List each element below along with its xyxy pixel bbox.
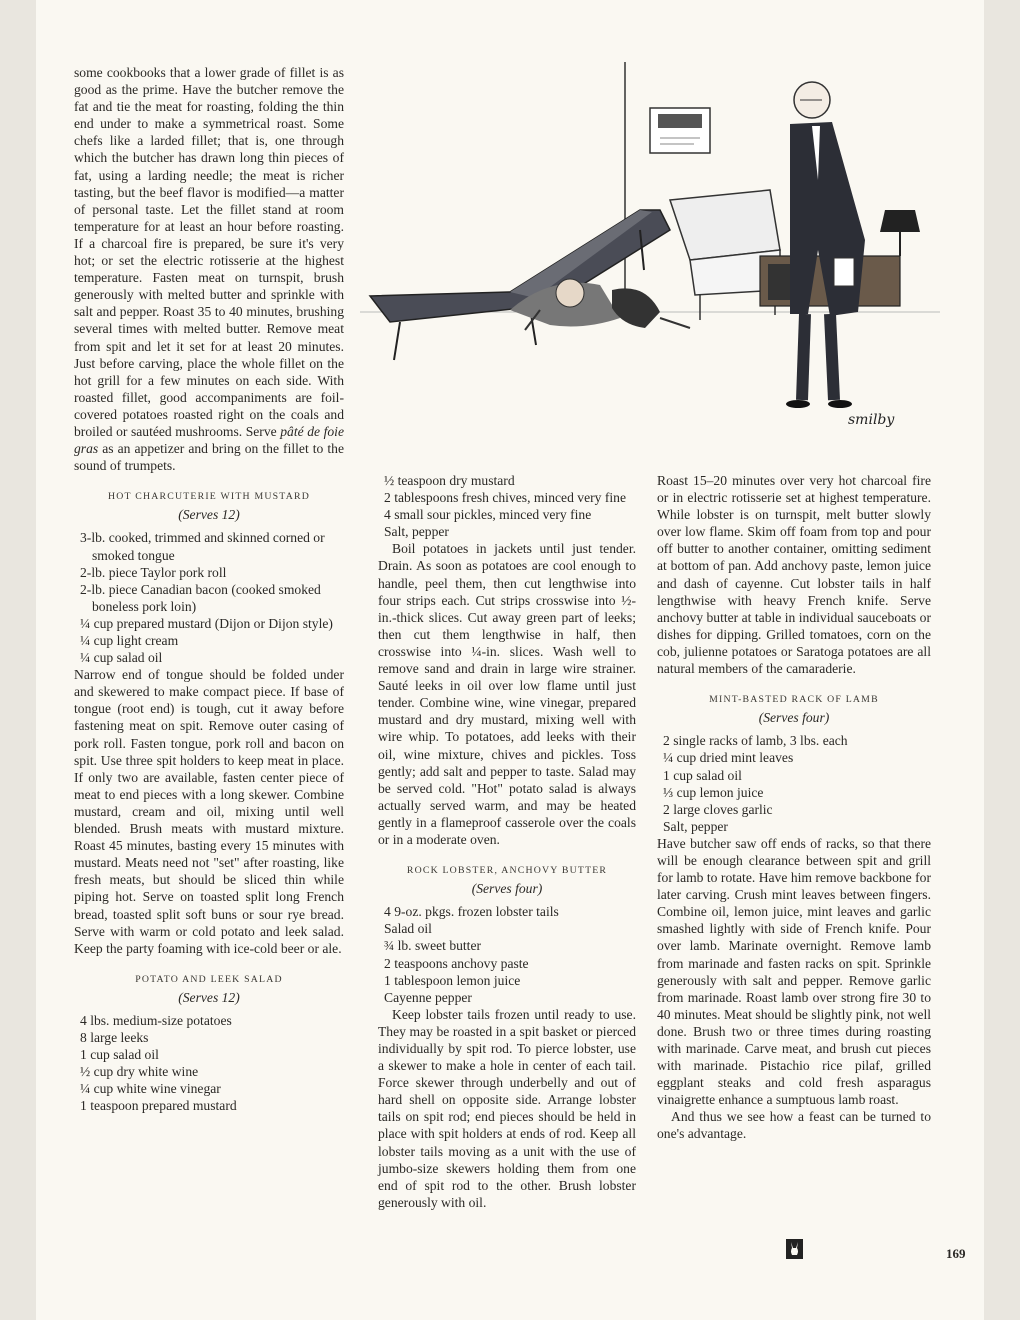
recipe-title-charcuterie: HOT CHARCUTERIE WITH MUSTARD [108, 491, 310, 503]
ingredient-item: 1 teaspoon prepared mustard [80, 1098, 237, 1114]
serves-lamb: (Serves four) [758, 710, 830, 726]
ingredient-list-charcuterie [74, 529, 344, 666]
closing-paragraph: And thus we see how a feast can be turned to one's advantage. [657, 1109, 931, 1142]
ingredient-item: 4 lbs. medium-size potatoes [80, 1012, 232, 1028]
column-3 [657, 472, 931, 1143]
ingredient-item: ¼ cup dried mint leaves [663, 750, 794, 766]
ingredient-item: ¼ cup light cream [80, 633, 179, 648]
page-number: 169 [946, 1246, 966, 1261]
ingredient-item: 2 teaspoons anchovy paste [384, 955, 529, 971]
serves-potato: (Serves 12) [178, 989, 240, 1005]
serves-charcuterie: (Serves 12) [178, 507, 240, 523]
ingredient-item: 2 single racks of lamb, 3 lbs. each [663, 733, 848, 749]
ingredient-item: 1 cup salad oil [80, 1047, 159, 1063]
ingredient-item: 1 cup salad oil [663, 767, 742, 783]
ingredient-item: 3-lb. cooked, trimmed and skinned corned or smoked tongue [80, 530, 325, 563]
column-1 [74, 64, 344, 1115]
directions-lamb: Have butcher saw off ends of racks, so that there will be enough clearance between spit and grill for lamb to rotate. Have him remove backbone for later carving. Crush mint leaves between fingers. Combine oil, lemon juice, mint leaves and garlic smashed lightly with side of French knife. Pour over lamb. Marinate overnight. Remove lamb from marinade and fasten racks on spit. Sprinkle generously with salt and pepper. Remove garlic from marinade. Roast lamb over strong fire 30 to 40 minutes. Meat should be slightly pink, not well done. Brush two or three times during roasting with marinade. Carve meat, and brush cut pieces with marinade. Pistachio rice pilaf, grilled eggplant steaks and cold fresh asparagus vinaigrette enhance a sumptuous lamb roast. [657, 835, 931, 1108]
cartoonist-signature: smilby [848, 412, 895, 428]
ingredient-list-potato [74, 1012, 344, 1115]
recipe-title-lobster: ROCK LOBSTER, ANCHOVY BUTTER [406, 865, 608, 877]
ingredient-item: 2 tablespoons fresh chives, minced very fine [384, 490, 626, 506]
framed-certificate-icon [650, 108, 710, 153]
directions-lobster-cont: Roast 15–20 minutes over very hot charcoal fire or in electric rotisserie set at highest temperature. While lobster is on turnspit, melt butter slowly over low flame. Skim off foam from top and pour off butter to another container, omitting sediment at bottom of pan. Add anchovy paste, lemon juice and dash of cayenne. Cut lobster tails in half lengthwise with heavy French knife. Serve anchovy butter at table in individual sauceboats or dishes for dipping. Grilled tomatoes, corn on the cob, julienne potatoes or Saratoga potatoes are all natural members of the camaraderie. [657, 473, 931, 677]
column-2 [378, 472, 636, 1211]
ingredient-item: ¼ cup white wine vinegar [80, 1081, 221, 1097]
ingredient-item: 4 small sour pickles, minced very fine [384, 507, 592, 523]
ingredient-item: Salt, pepper [384, 524, 449, 540]
ingredient-item: 4 9-oz. pkgs. frozen lobster tails [384, 904, 559, 920]
directions-potato: Boil potatoes in jackets until just tender. Drain. As soon as potatoes are cool enough to handle, peel them, then cut lengthwise into four strips each. Cut strips crosswise into ½-in.-thick slices. Cut away green part of leeks; then cut them lengthwise in half, then crosswise into ¼-in. slices. Wash well to remove sand and drain in large wire strainer. Sauté leeks in oil over low flame until just tender. Combine wine, wine vinegar, prepared mustard and dry mustard, mixing well with wire whip. To potatoes, add leeks with their oil, wine mixture, chives and pickles. Toss gently; add salt and pepper to taste. Salad may be served cold. "Hot" potato salad is always actually served warm, and may be heated gently in a flameproof casserole over the coals or in a moderate oven. [378, 541, 636, 847]
ingredient-item: Cayenne pepper [384, 989, 472, 1005]
rabbit-head-icon [786, 1239, 803, 1259]
ingredient-item: ½ cup dry white wine [80, 1064, 199, 1080]
ingredient-item: 2-lb. piece Taylor pork roll [80, 564, 227, 580]
ingredient-list-potato-cont [378, 472, 636, 540]
intro-paragraph: some cookbooks that a lower grade of fillet is as good as the prime. Have the butcher remove the fat and tie the meat for roasting, folding the thin end under to make a symmetrical roast. Some chefs like a larded fillet; that is, one through which the butcher has drawn long thin pieces of fat, using a larding needle; the meat is richer tasting, but the beef flavor is modified—a matter of personal taste. Let the fillet stand at room temperature for at least an hour before roasting. If a charcoal fire is prepared, be sure it's very hot; or set the electric rotisserie at the highest temperature. Fasten meat on turnspit, brush generously with melted butter and sprinkle with salt and pepper. Roast 35 to 40 minutes, brushing several times with melted butter. Remove meat from spit and let it set for at least 20 minutes. Just before carving, place the whole fillet on the hot grill for a few minutes on each side. With roasted fillet, good accompaniments are foil-covered potatoes roasted right on the coals and broiled or sautéed mushrooms. Serve pâté de foie gras as an appetizer and bring on the fillet to the sound of trumpets. [74, 65, 344, 474]
ingredient-item: 1 tablespoon lemon juice [384, 972, 521, 988]
ingredient-item: Salad oil [384, 921, 432, 937]
ingredient-item: 2-lb. piece Canadian bacon (cooked smoked boneless pork loin) [80, 581, 321, 614]
ingredient-item: Salt, pepper [663, 818, 728, 834]
ingredient-item: ¾ lb. sweet butter [384, 938, 482, 954]
ingredient-list-lobster [378, 903, 636, 1006]
ingredient-item: ⅓ cup lemon juice [663, 784, 764, 800]
ingredient-item: ½ teaspoon dry mustard [384, 473, 515, 488]
ingredient-item: 8 large leeks [80, 1030, 149, 1046]
ingredient-list-lamb [657, 732, 931, 835]
ingredient-item: ¼ cup prepared mustard (Dijon or Dijon style) [80, 615, 333, 631]
ingredient-item: ¼ cup salad oil [80, 650, 163, 666]
recipe-title-potato: POTATO AND LEEK SALAD [135, 973, 283, 985]
ingredient-item: 2 large cloves garlic [663, 801, 773, 817]
directions-lobster: Keep lobster tails frozen until ready to use. They may be roasted in a spit basket or pierced individually by spit rod. To pierce lobster, use a skewer to make a hole in center of each tail. Force skewer through underbelly and out of hard shell on opposite side. Arrange lobster tails on spit rod; end pieces should be held in place with spit holders at ends of rod. Keep all lobster tails moving as a unit with the use of jumbo-size skewers holding them from one end of spit rod to the other. Brush lobster generously with oil. [378, 1006, 636, 1210]
recipe-title-lamb: MINT-BASTED RACK OF LAMB [709, 694, 879, 706]
directions-charcuterie: Narrow end of tongue should be folded under and skewered to make compact piece. If base of tongue (root end) is tough, cut it away before fastening meat on spit. Remove outer casing of pork roll. Fasten tongue, pork roll and bacon on spit. Use three spit holders to keep meat in place. If only two are available, fasten center piece of meat to end pieces with a long skewer. Combine mustard, cream and oil, mixing until well blended. Brush meats with mustard mixture. Roast 45 minutes, basting every 15 minutes with mustard. Meats need not "set" after roasting, like fresh meats, but should be sliced thin while piping hot. Serve on toasted split long French bread, toasted split soft buns or sour rye bread. Serve with warm or cold potato and leek salad. Keep the party foaming with ice-cold beer or ale. [74, 667, 344, 956]
serves-lobster: (Serves four) [471, 881, 543, 897]
cartoon-illustration [360, 60, 940, 460]
